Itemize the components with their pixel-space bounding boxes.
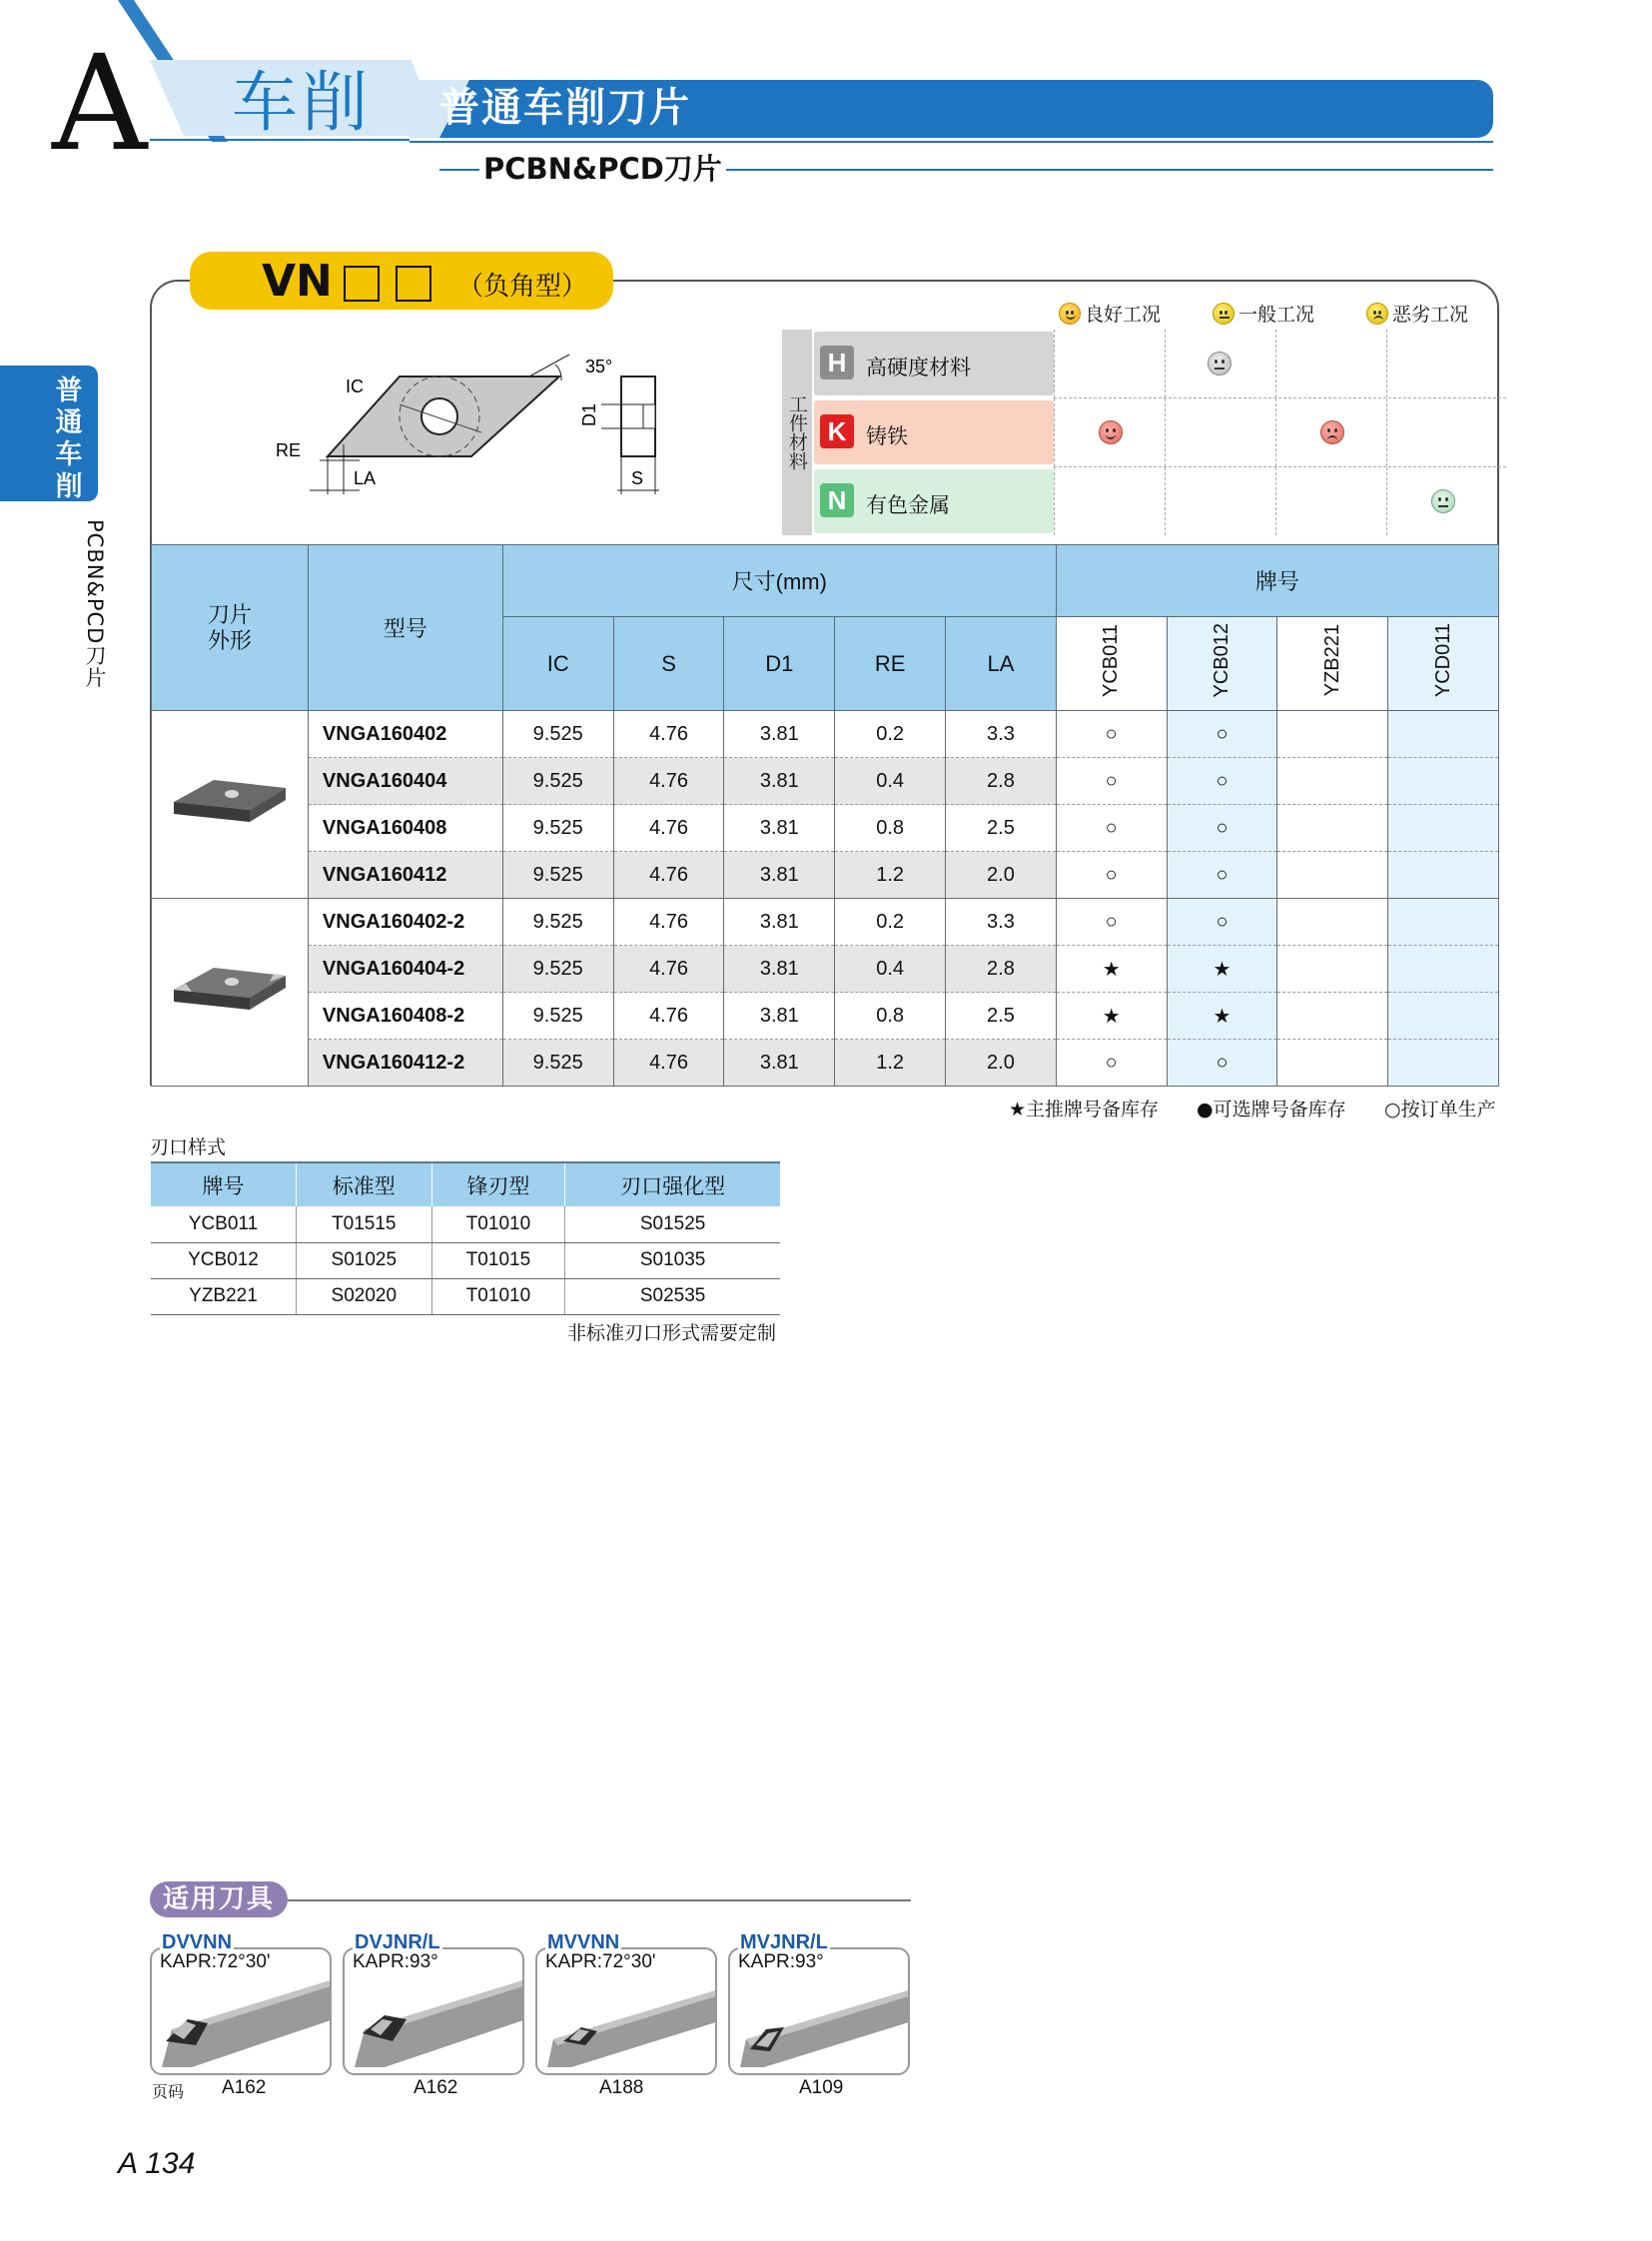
- legend-normal: [1213, 300, 1314, 327]
- material-cell: [1386, 330, 1506, 397]
- edge-header: 刃口强化型: [565, 1162, 780, 1206]
- side-tab-label: 普通车削: [55, 375, 83, 502]
- table-row: [152, 1040, 1499, 1087]
- s-cell: 4.76: [613, 852, 724, 899]
- grade-cell: ○: [1056, 899, 1167, 946]
- material-label: [814, 332, 1054, 395]
- ic-cell: 9.525: [502, 1040, 613, 1087]
- grade-cell: [1388, 946, 1499, 993]
- la-cell: 2.5: [946, 993, 1057, 1040]
- col-header-model: 型号: [308, 545, 502, 711]
- s-cell: 4.76: [613, 946, 724, 993]
- material-label: [814, 400, 1054, 464]
- re-cell: 1.2: [835, 1040, 946, 1087]
- section-name: 车削: [232, 64, 372, 141]
- col-header-d1: D1: [724, 617, 835, 711]
- tool-page-link[interactable]: A162: [222, 2077, 267, 2098]
- material-cell: [1386, 398, 1506, 466]
- d1-cell: 3.81: [724, 946, 835, 993]
- model-cell: VNGA160402: [308, 711, 502, 758]
- la-cell: 2.0: [946, 1040, 1057, 1087]
- grade-cell: [1388, 852, 1499, 899]
- material-cell: [1165, 398, 1275, 466]
- grade-cell: [1388, 993, 1499, 1040]
- tool-name: DVJNR/L: [355, 1931, 440, 1953]
- grade-cell: ○: [1167, 852, 1277, 899]
- edge-table-title: 刃口样式: [150, 1136, 227, 1158]
- grade-cell: [1388, 1040, 1499, 1087]
- col-header-dims: 尺寸(mm): [502, 545, 1056, 617]
- material-name: 有色金属: [866, 493, 950, 517]
- table-row: [151, 1242, 780, 1278]
- table-row: [152, 852, 1499, 899]
- frown-face-icon: [1320, 420, 1344, 444]
- tool-name: DVVNN: [162, 1931, 233, 1953]
- legend-bad: [1366, 300, 1468, 327]
- grade-cell: ○: [1167, 758, 1277, 805]
- grade-cell: [1277, 852, 1388, 899]
- edge-cell: S02535: [565, 1278, 780, 1314]
- legend-normal-label: 一般工况: [1239, 304, 1315, 326]
- edge-header: 锋刃型: [431, 1162, 565, 1206]
- grade-cell: ○: [1056, 852, 1167, 899]
- ic-cell: 9.525: [502, 993, 613, 1040]
- grade-cell: [1388, 899, 1499, 946]
- material-badge: H: [820, 346, 854, 379]
- col-header-la: LA: [946, 617, 1057, 711]
- table-row: [151, 1278, 780, 1314]
- code-placeholder-box: [344, 266, 380, 302]
- edge-cell: T01010: [431, 1206, 565, 1242]
- model-cell: VNGA160404: [308, 758, 502, 805]
- product-code: VN: [262, 256, 333, 307]
- tool-kapr: KAPR:93°: [738, 1951, 824, 1972]
- re-cell: 0.8: [835, 805, 946, 852]
- re-cell: 0.8: [835, 993, 946, 1040]
- table-row: [152, 758, 1499, 805]
- table-row: [151, 1206, 780, 1242]
- edge-cell: S01525: [565, 1206, 780, 1242]
- col-header-s: S: [613, 617, 724, 711]
- diagram-label-s: S: [631, 468, 644, 488]
- la-cell: 2.0: [946, 852, 1057, 899]
- product-note: （负角型）: [457, 272, 588, 302]
- model-cell: VNGA160408-2: [308, 993, 502, 1040]
- material-name: 铸铁: [866, 424, 908, 448]
- s-cell: 4.76: [613, 711, 724, 758]
- col-header-grade: 牌号: [1056, 545, 1498, 617]
- edge-header: 牌号: [151, 1162, 296, 1206]
- table-row: [152, 711, 1499, 758]
- grade-cell: ★: [1056, 946, 1167, 993]
- divider: [1054, 466, 1506, 467]
- material-badge: K: [820, 414, 854, 448]
- re-cell: 0.2: [835, 899, 946, 946]
- edge-cell: YCB012: [151, 1242, 296, 1278]
- edge-cell: T01015: [431, 1242, 565, 1278]
- tools-title: 适用刀具: [150, 1881, 288, 1917]
- re-cell: 1.2: [835, 852, 946, 899]
- legend-bad-label: 恶劣工况: [1392, 304, 1469, 326]
- material-cell: [1275, 330, 1386, 397]
- material-cell: [1386, 467, 1506, 535]
- s-cell: 4.76: [613, 899, 724, 946]
- footnote-circle: ○按订单生产: [1384, 1099, 1496, 1120]
- table-row: [152, 993, 1499, 1040]
- insert-spec-table: [151, 544, 1499, 1087]
- material-row-k: [814, 398, 1506, 466]
- d1-cell: 3.81: [724, 1040, 835, 1087]
- material-cell: [1165, 330, 1275, 397]
- legend-good-label: 良好工况: [1085, 304, 1162, 326]
- edge-cell: S02020: [296, 1278, 431, 1314]
- d1-cell: 3.81: [724, 852, 835, 899]
- grade-cell: [1277, 993, 1388, 1040]
- page-code-label: 页码: [152, 2082, 185, 2101]
- neutral-face-icon: [1431, 489, 1455, 513]
- material-side-label: 工件材料: [782, 330, 812, 535]
- side-vertical-text: PCBN&PCD刀片: [83, 519, 107, 689]
- page-title: 普通车削刀片: [439, 85, 691, 131]
- diagram-label-angle: 35°: [585, 357, 613, 376]
- col-header-re: RE: [835, 617, 946, 711]
- grade-cell: ○: [1167, 711, 1277, 758]
- edge-cell: T01010: [431, 1278, 565, 1314]
- la-cell: 2.8: [946, 758, 1057, 805]
- grade-cell: ○: [1167, 805, 1277, 852]
- edge-cell: T01515: [296, 1206, 431, 1242]
- col-header-grade-yzb221: YZB221: [1277, 617, 1388, 711]
- s-cell: 4.76: [613, 758, 724, 805]
- la-cell: 3.3: [946, 711, 1057, 758]
- ic-cell: 9.525: [502, 946, 613, 993]
- divider: [1054, 397, 1506, 398]
- edge-cell: YCB011: [151, 1206, 296, 1242]
- material-badge: N: [820, 483, 854, 517]
- grade-cell: ★: [1167, 993, 1277, 1040]
- grade-cell: [1277, 899, 1388, 946]
- material-cell: [1054, 467, 1165, 535]
- d1-cell: 3.81: [724, 711, 835, 758]
- tool-page-link[interactable]: A162: [413, 2077, 458, 2098]
- material-row-h: [814, 330, 1506, 397]
- insert-image: [152, 899, 309, 1087]
- edge-cell: S01035: [565, 1242, 780, 1278]
- d1-cell: 3.81: [724, 993, 835, 1040]
- diagram-label-la: LA: [354, 468, 377, 488]
- diagram-label-d1: D1: [579, 402, 599, 426]
- grade-cell: [1277, 1040, 1388, 1087]
- grade-cell: [1277, 711, 1388, 758]
- ic-cell: 9.525: [502, 805, 613, 852]
- model-cell: VNGA160408: [308, 805, 502, 852]
- footnote-star: ★主推牌号备库存: [1009, 1099, 1160, 1120]
- footnote-dot: ●可选牌号备库存: [1197, 1099, 1346, 1120]
- grade-cell: [1277, 805, 1388, 852]
- insert-diagram: [260, 345, 679, 504]
- tool-name: MVJNR/L: [740, 1931, 828, 1953]
- material-name: 高硬度材料: [866, 356, 971, 379]
- tool-kapr: KAPR:72°30': [160, 1951, 271, 1972]
- col-header-grade-ycb012: YCB012: [1167, 617, 1277, 711]
- ic-cell: 9.525: [502, 758, 613, 805]
- grade-cell: [1277, 758, 1388, 805]
- table-row: [152, 946, 1499, 993]
- tool-kapr: KAPR:72°30': [545, 1951, 656, 1972]
- edge-note: 非标准刃口形式需要定制: [567, 1322, 777, 1344]
- edge-style-table: [151, 1161, 780, 1315]
- divider: [288, 1899, 911, 1901]
- tool-page-link[interactable]: A109: [799, 2077, 844, 2098]
- code-placeholder-box: [396, 266, 431, 302]
- page-number: A 134: [118, 2147, 196, 2180]
- diagram-label-ic: IC: [346, 376, 364, 396]
- smile-face-icon: [1059, 303, 1081, 325]
- grade-cell: ○: [1167, 899, 1277, 946]
- ic-cell: 9.525: [502, 852, 613, 899]
- material-label: [814, 469, 1054, 533]
- la-cell: 3.3: [946, 899, 1057, 946]
- col-header-grade-ycd011: YCD011: [1388, 617, 1499, 711]
- ic-cell: 9.525: [502, 899, 613, 946]
- grade-cell: ○: [1056, 805, 1167, 852]
- edge-cell: YZB221: [151, 1278, 296, 1314]
- insert-image: [152, 711, 309, 899]
- frown-face-icon: [1366, 303, 1388, 325]
- tool-page-link[interactable]: A188: [599, 2077, 644, 2098]
- legend-good: [1059, 300, 1161, 327]
- model-cell: VNGA160404-2: [308, 946, 502, 993]
- material-cell: [1054, 398, 1165, 466]
- s-cell: 4.76: [613, 993, 724, 1040]
- ic-cell: 9.525: [502, 711, 613, 758]
- section-letter: A: [52, 27, 148, 181]
- tool-name: MVVNN: [547, 1931, 620, 1953]
- edge-header: 标准型: [296, 1162, 431, 1206]
- page-subtitle: PCBN&PCD刀片: [479, 155, 726, 184]
- col-header-grade-ycb011: YCB011: [1056, 617, 1167, 711]
- neutral-face-icon: [1213, 303, 1235, 325]
- material-cell: [1275, 467, 1386, 535]
- model-cell: VNGA160402-2: [308, 899, 502, 946]
- col-header-shape: 刀片外形: [152, 545, 309, 711]
- neutral-face-icon: [1208, 352, 1232, 375]
- insert-photo-icon: [170, 772, 290, 832]
- re-cell: 0.4: [835, 758, 946, 805]
- table-row: [152, 899, 1499, 946]
- grade-cell: ○: [1167, 1040, 1277, 1087]
- grade-cell: [1388, 758, 1499, 805]
- smile-face-icon: [1099, 420, 1123, 444]
- model-cell: VNGA160412: [308, 852, 502, 899]
- edge-cell: S01025: [296, 1242, 431, 1278]
- grade-cell: [1277, 946, 1388, 993]
- la-cell: 2.8: [946, 946, 1057, 993]
- material-cell: [1165, 467, 1275, 535]
- grade-cell: ○: [1056, 711, 1167, 758]
- model-cell: VNGA160412-2: [308, 1040, 502, 1087]
- grade-cell: ★: [1167, 946, 1277, 993]
- grade-cell: [1388, 711, 1499, 758]
- material-row-n: [814, 467, 1506, 535]
- s-cell: 4.76: [613, 1040, 724, 1087]
- grade-cell: ○: [1056, 1040, 1167, 1087]
- table-row: [152, 805, 1499, 852]
- grade-cell: ○: [1056, 758, 1167, 805]
- grade-cell: ★: [1056, 993, 1167, 1040]
- col-header-ic: IC: [502, 617, 613, 711]
- tool-kapr: KAPR:93°: [353, 1951, 438, 1972]
- insert-photo-icon: [170, 960, 290, 1020]
- s-cell: 4.76: [613, 805, 724, 852]
- d1-cell: 3.81: [724, 805, 835, 852]
- material-cell: [1275, 398, 1386, 466]
- la-cell: 2.5: [946, 805, 1057, 852]
- d1-cell: 3.81: [724, 758, 835, 805]
- grade-cell: [1388, 805, 1499, 852]
- material-table: [782, 330, 1507, 535]
- diagram-label-re: RE: [276, 440, 302, 460]
- re-cell: 0.2: [835, 711, 946, 758]
- re-cell: 0.4: [835, 946, 946, 993]
- material-cell: [1054, 330, 1165, 397]
- d1-cell: 3.81: [724, 899, 835, 946]
